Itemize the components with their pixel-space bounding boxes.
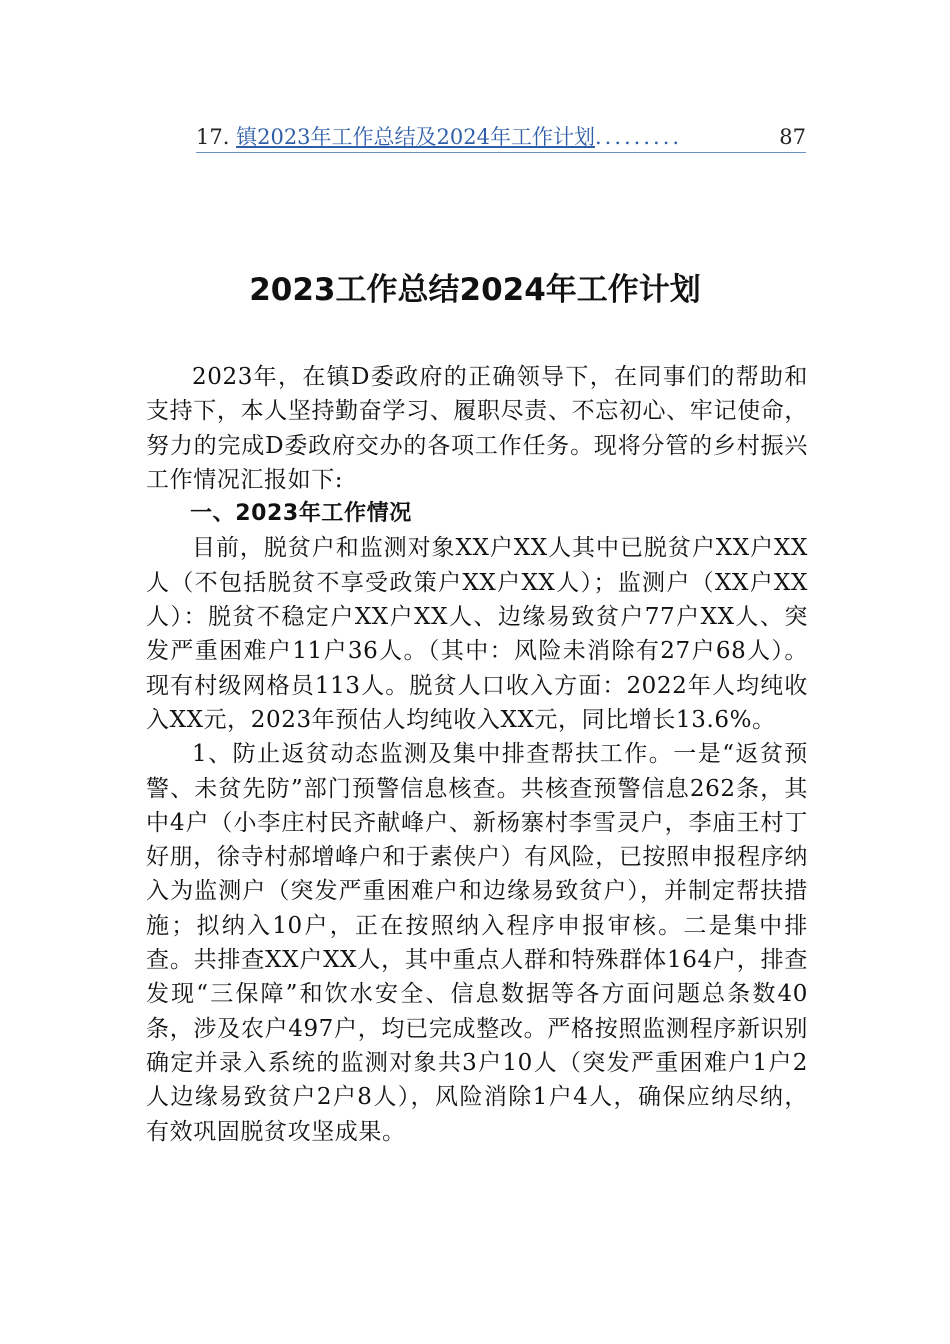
situation-paragraph: 目前，脱贫户和监测对象XX户XX人其中已脱贫户XX户XX人（不包括脱贫不享受政策户XX户XX人）；监测户（XX户XX人）：脱贫不稳定户XX户XX人、边缘易致贫户77户XX人、突发严重困难户11户36人。（其中：风险未消除有27户68人）。现有村级网格员113人。脱贫人口收入方面：2022年人均纯收入XX元，2023年预估人均纯收入XX元，同比增长13.6%。: [146, 535, 808, 733]
document-title: 2023工作总结2024年工作计划: [249, 272, 701, 308]
toc-entry-link[interactable]: 镇2023年工作总结及2024年工作计划: [236, 125, 595, 149]
toc-leader-dots: .........: [594, 125, 683, 149]
toc-entry[interactable]: [196, 122, 806, 153]
section-heading: 一、2023年工作情况: [190, 501, 412, 527]
monitoring-paragraph: 1、防止返贫动态监测及集中排查帮扶工作。一是“返贫预警、未贫先防”部门预警信息核查。共核查预警信息262条，其中4户（小李庄村民齐献峰户、新杨寨村李雪灵户，李庙王村丁好朋，徐寺村郝增峰户和于素侠户）有风险，已按照申报程序纳入为监测户（突发严重困难户和边缘易致贫户），并制定帮扶措施；拟纳入10户，正在按照纳入程序申报审核。二是集中排查。共排查XX户XX人，其中重点人群和特殊群体164户，排查发现“三保障”和饮水安全、信息数据等各方面问题总条数40条，涉及农户497户，均已完成整改。严格按照监测程序新识别确定并录入系统的监测对象共3户10人（突发严重困难户1户2人边缘易致贫户2户8人），风险消除1户4人，确保应纳尽纳，有效巩固脱贫攻坚成果。: [146, 741, 808, 1145]
document-body: [146, 360, 808, 1149]
toc-page-number: 87: [775, 122, 806, 152]
toc-entry-number: 17.: [196, 125, 230, 149]
intro-paragraph: 2023年，在镇D委政府的正确领导下，在同事们的帮助和支持下，本人坚持勤奋学习、履职尽责、不忘初心、牢记使命，努力的完成D委政府交办的各项工作任务。现将分管的乡村振兴工作情况汇报如下:: [146, 364, 808, 493]
